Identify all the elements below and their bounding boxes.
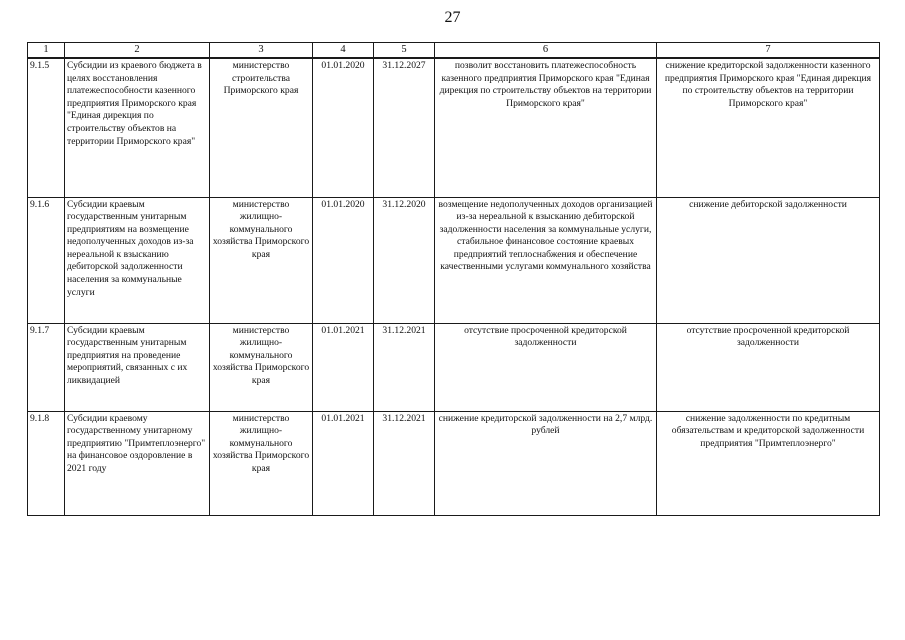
indicator-link: снижение задолженности по кредитным обязательствам и кредиторской задолженности предприятия "Примтеплоэнерго" [657, 411, 880, 515]
measure-name: Субсидии краевым государственным унитарным предприятиям на возмещение недополученных доходов из-за нереальной к взысканию дебиторской задолженности населения за коммунальные услуги [65, 197, 210, 323]
expected-result: снижение кредиторской задолженности на 2,7 млрд. рублей [435, 411, 657, 515]
row-number: 9.1.8 [28, 411, 65, 515]
responsible-executor: министерство жилищно-коммунального хозяйства Приморского края [210, 323, 313, 411]
table-row [28, 323, 880, 411]
table-row [28, 411, 880, 515]
expected-result: позволит восстановить платежеспособность казенного предприятия Приморского края "Единая дирекция по строительству объектов на территории Приморского края" [435, 58, 657, 197]
column-header: 6 [435, 43, 657, 59]
column-header: 7 [657, 43, 880, 59]
column-header: 1 [28, 43, 65, 59]
responsible-executor: министерство строительства Приморского края [210, 58, 313, 197]
end-date: 31.12.2020 [374, 197, 435, 323]
row-number: 9.1.6 [28, 197, 65, 323]
column-header: 2 [65, 43, 210, 59]
page-number: 27 [444, 9, 461, 26]
row-number: 9.1.5 [28, 58, 65, 197]
expected-result: отсутствие просроченной кредиторской задолженности [435, 323, 657, 411]
column-header: 4 [313, 43, 374, 59]
measure-name: Субсидии краевым государственным унитарным предприятия на проведение мероприятий, связанных с их ликвидацией [65, 323, 210, 411]
start-date: 01.01.2020 [313, 58, 374, 197]
indicator-link: снижение дебиторской задолженности [657, 197, 880, 323]
row-number: 9.1.7 [28, 323, 65, 411]
start-date: 01.01.2021 [313, 323, 374, 411]
responsible-executor: министерство жилищно-коммунального хозяйства Приморского края [210, 197, 313, 323]
end-date: 31.12.2021 [374, 411, 435, 515]
header-row [28, 43, 880, 59]
start-date: 01.01.2021 [313, 411, 374, 515]
end-date: 31.12.2027 [374, 58, 435, 197]
table-row [28, 58, 880, 197]
indicator-link: отсутствие просроченной кредиторской задолженности [657, 323, 880, 411]
table-row [28, 197, 880, 323]
measure-name: Субсидии из краевого бюджета в целях восстановления платежеспособности казенного предприятия Приморского края "Единая дирекция по строительству объектов на территории Приморского края" [65, 58, 210, 197]
start-date: 01.01.2020 [313, 197, 374, 323]
column-header: 5 [374, 43, 435, 59]
end-date: 31.12.2021 [374, 323, 435, 411]
column-header: 3 [210, 43, 313, 59]
measures-table [27, 42, 880, 516]
responsible-executor: министерство жилищно-коммунального хозяйства Приморского края [210, 411, 313, 515]
expected-result: возмещение недополученных доходов организацией из-за нереальной к взысканию дебиторской задолженности населения за коммунальные услуги, стабильное финансовое состояние краевых предприятий теплоснабжения и обеспечение качественными услугами коммунального хозяйства [435, 197, 657, 323]
indicator-link: снижение кредиторской задолженности казенного предприятия Приморского края "Единая дирекция по строительству объектов на территории Приморского края" [657, 58, 880, 197]
measure-name: Субсидии краевому государственному унитарному предприятию "Примтеплоэнерго" на финансовое оздоровление в 2021 году [65, 411, 210, 515]
